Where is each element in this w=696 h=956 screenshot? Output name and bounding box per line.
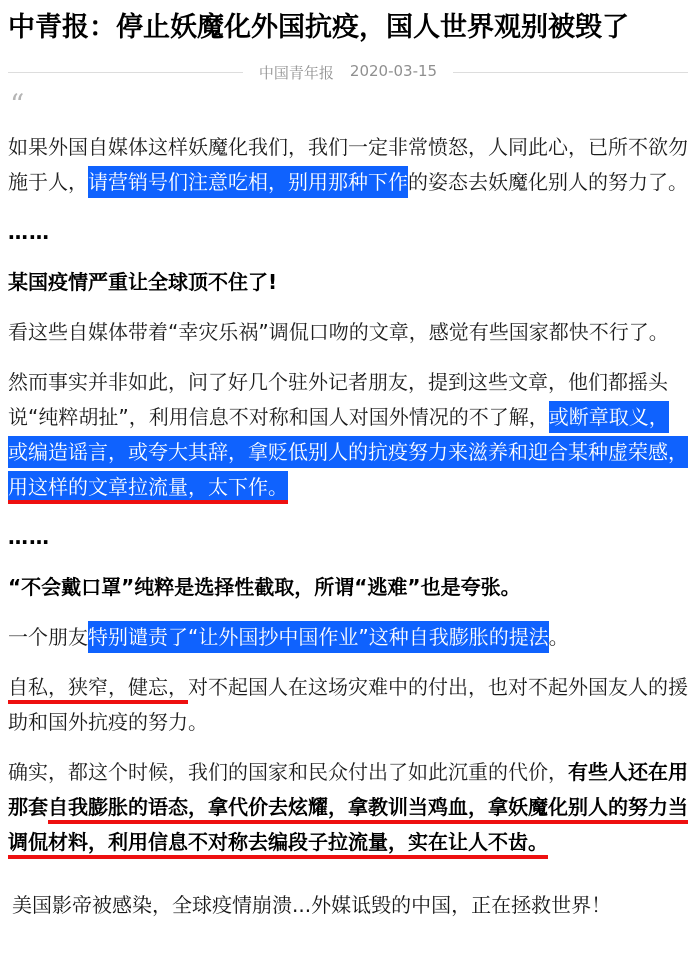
text-run: 然而事实并非如此，问了好几个驻外记者朋友，提到这些文章，他们都摇头说“纯粹胡扯”，利用信息不对称和国人对国外情况的不了解， [8, 370, 668, 430]
paragraph [8, 365, 688, 505]
paragraph [8, 755, 688, 860]
caption-block: 美国影帝被感染，全球疫情崩溃...外媒诋毁的中国，正在拯救世界！ [12, 893, 612, 918]
byline-divider-right [453, 72, 688, 73]
byline [8, 62, 688, 83]
byline-divider-left [8, 72, 243, 73]
article-title: 中青报：停止妖魔化外国抗疫，国人世界观别被毁了 [8, 12, 629, 43]
article-source: 中国青年报 [258, 64, 334, 83]
heading-block: “不会戴口罩”纯粹是选择性截取，所谓“逃难”也是夸张。 [8, 575, 521, 600]
ellipsis-block: …… [8, 525, 50, 550]
paragraph [8, 670, 688, 740]
text-run: 确实，都这个时候，我们的国家和民众付出了如此沉重的代价， [8, 760, 568, 785]
text-run: 一个朋友 [8, 625, 88, 650]
text-run: 如果外国自媒体这样妖魔化我们，我们一定非常愤怒，人同此心，已所不欲勿施于人， [8, 135, 688, 195]
ellipsis-block: …… [8, 220, 50, 245]
text-run: 。 [548, 625, 569, 650]
paragraph [8, 315, 688, 350]
article-body [8, 130, 688, 923]
text-run: 看这些自媒体带着“幸灾乐祸”调侃口吻的文章，感觉有些国家都快不行了。 [8, 320, 669, 345]
text-run: 对不起国人在这场灾难中的付出，也对不起外国友人的援助和国外抗疫的努力。 [8, 675, 688, 735]
paragraph [8, 620, 688, 655]
text-run: 有些人还在用那套 [8, 760, 688, 820]
byline-text [243, 62, 453, 83]
article-date: 2020-03-15 [349, 62, 438, 81]
red-underlined-text-run: 自我膨胀的语态，拿代价去炫耀，拿教训当鸡血，拿妖魔化别人的努力当调侃材料，利用信息不对称去编段子拉流量，实在让人不齿。 [8, 795, 688, 859]
text-run: 的姿态去妖魔化别人的努力了。 [408, 170, 688, 195]
highlighted-text-run: 用这样的文章拉流量，太下作。 [8, 471, 288, 504]
paragraph [8, 130, 688, 200]
highlighted-text-run: 请营销号们注意吃相，别用那种下作 [88, 166, 408, 198]
highlighted-text-run: 或断章取义，或编造谣言，或夸大其辞，拿贬低别人的抗疫努力来滋养和迎合某种虚荣感， [8, 401, 688, 468]
highlighted-text-run: 特别谴责了“让外国抄中国作业”这种自我膨胀的提法 [88, 621, 549, 653]
red-underlined-text-run: 自私，狭窄，健忘， [8, 675, 188, 704]
heading-block: 某国疫情严重让全球顶不住了! [8, 270, 278, 295]
quote-icon: “ [10, 88, 25, 122]
